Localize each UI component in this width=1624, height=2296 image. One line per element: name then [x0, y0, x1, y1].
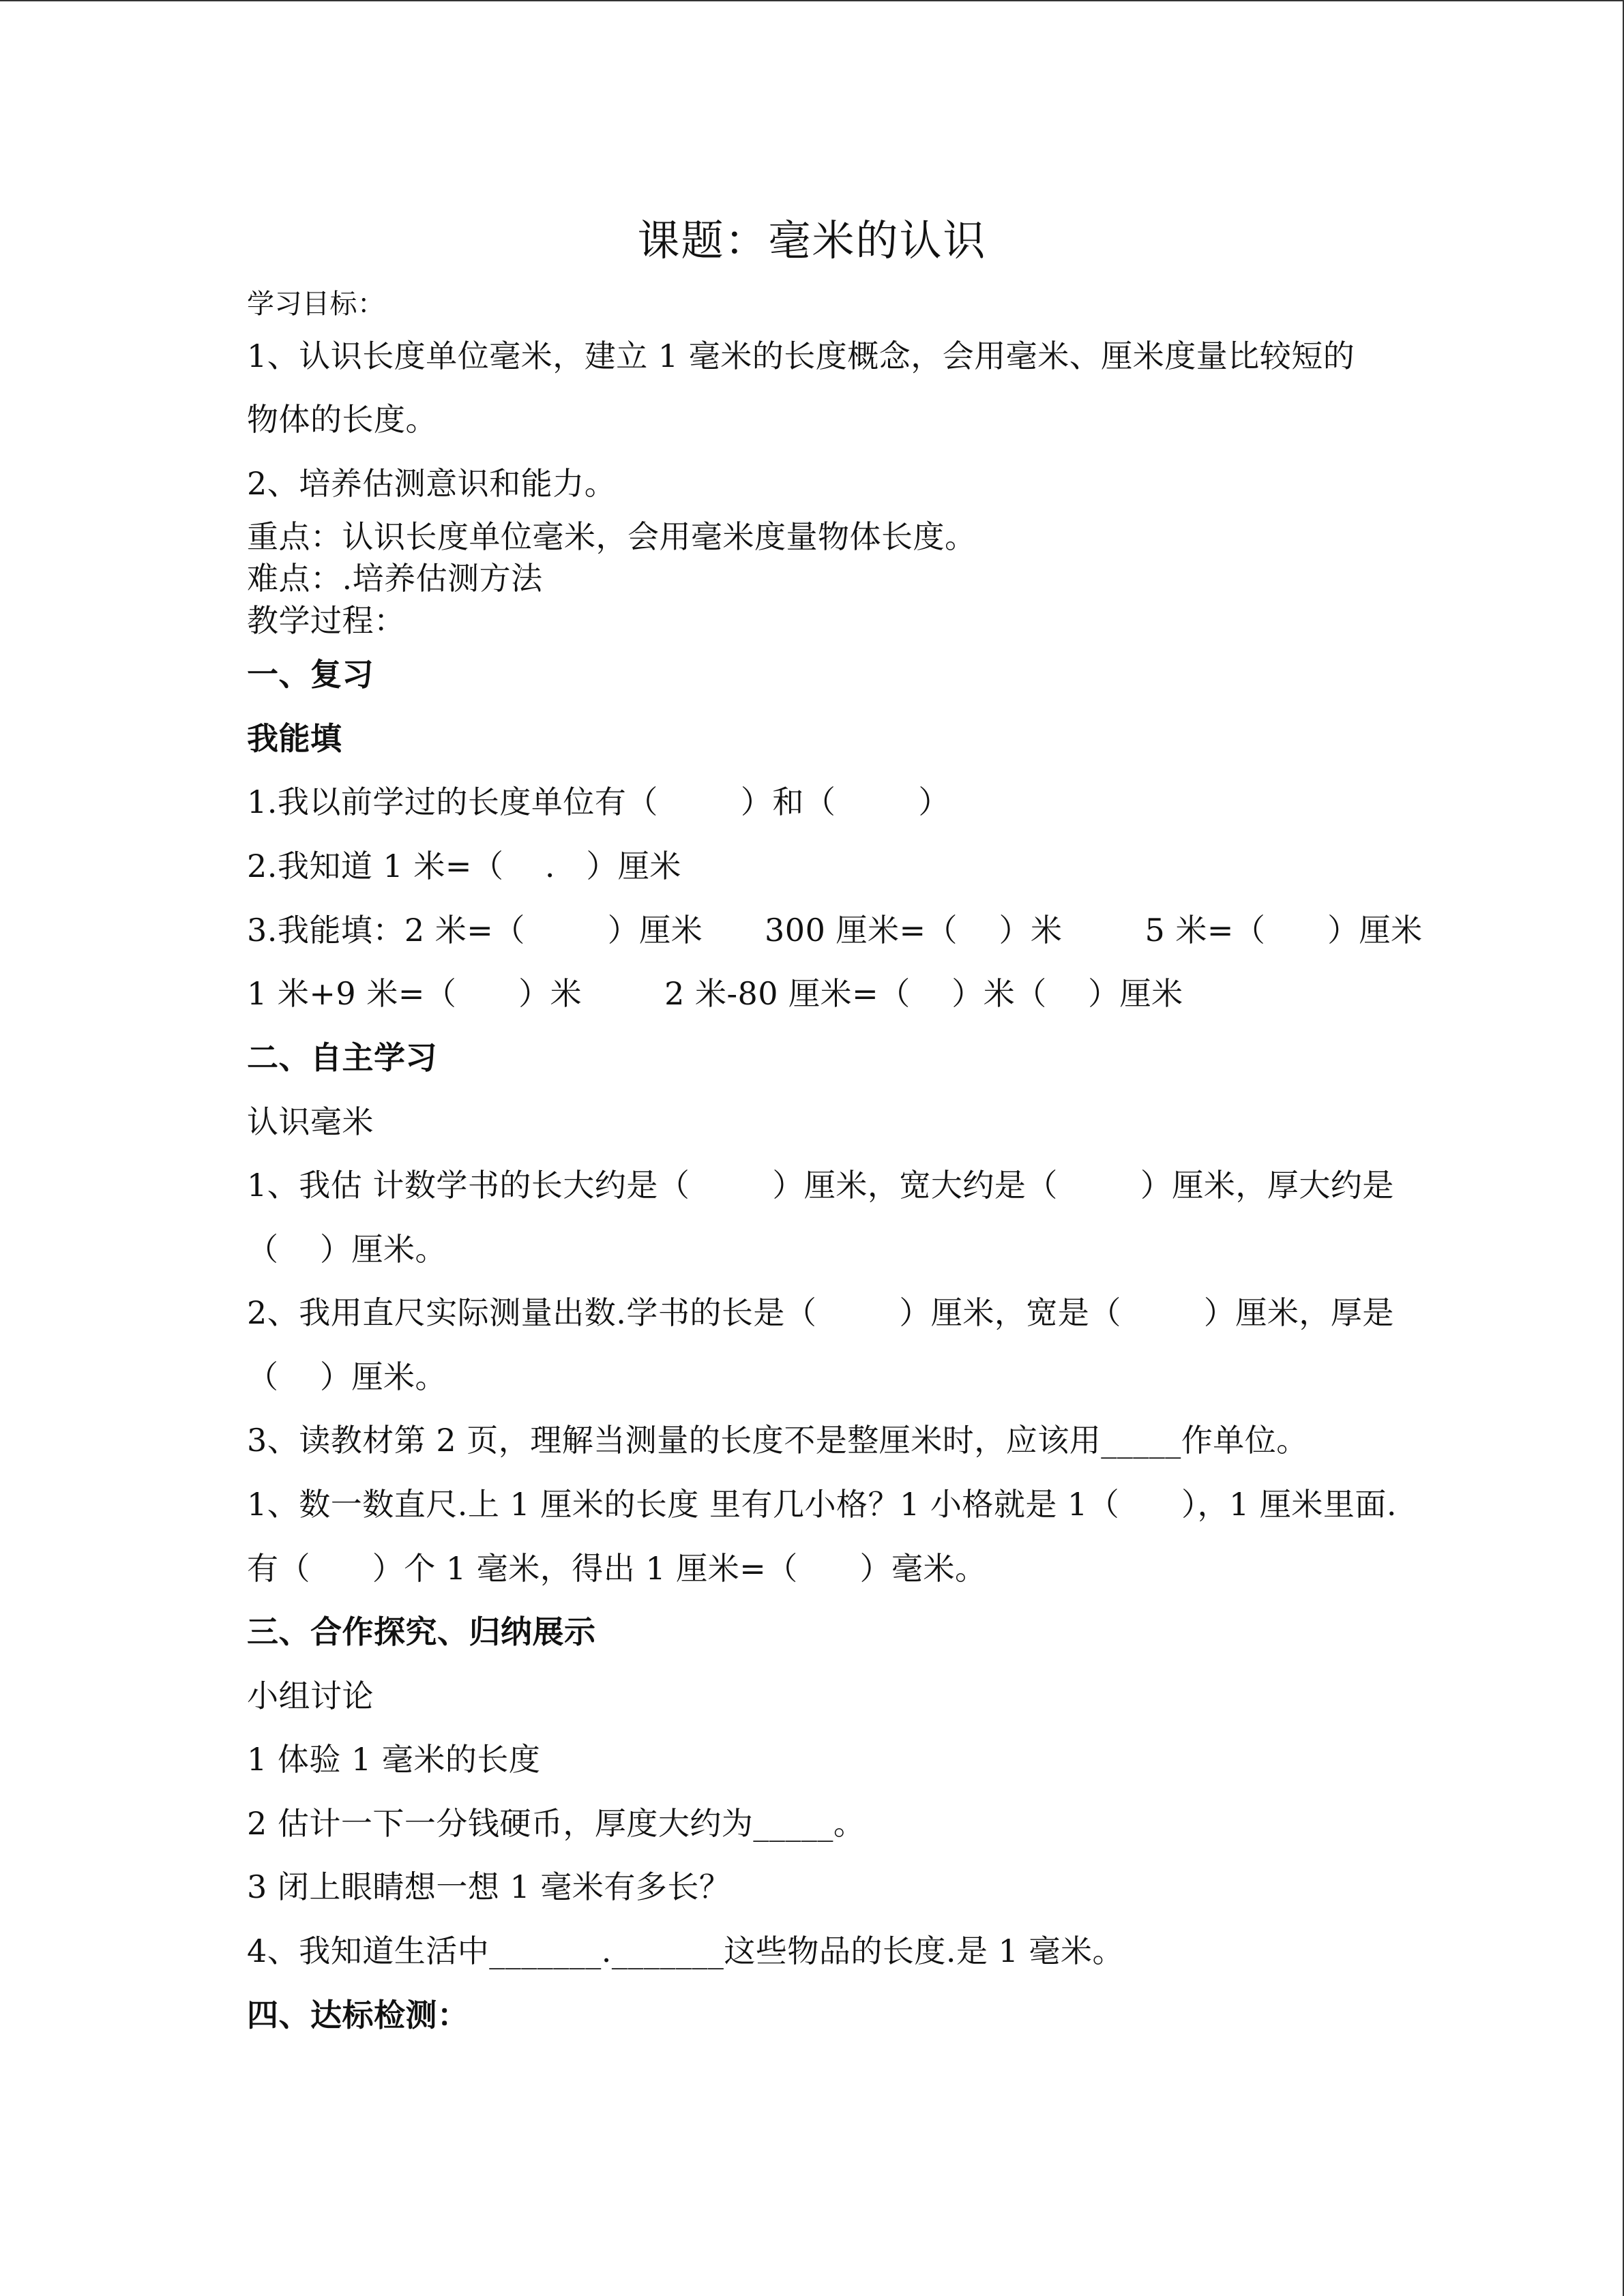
discussion-item-3: 3 闭上眼睛想一想 1 毫米有多长？	[247, 1868, 731, 1905]
learning-goals-heading: 学习目标：	[247, 288, 385, 320]
review-question-4: 1 米+9 米=（ ）米 2 米-80 厘米=（ ）米（ ）厘米	[247, 975, 1183, 1012]
group-discussion-heading: 小组讨论	[247, 1678, 374, 1714]
discussion-item-1: 1 体验 1 毫米的长度	[247, 1741, 541, 1778]
study-question-1-line-2: （ ）厘米。	[247, 1231, 447, 1268]
review-question-3: 3.我能填：2 米=（ ）厘米 300 厘米=（ ）米 5 米=（ ）厘米	[247, 912, 1423, 949]
study-question-4-line-1: 1、数一数直尺.上 1 厘米的长度 里有几小格？1 小格就是 1（ ），1 厘米里面.	[247, 1486, 1398, 1523]
goal-1-line-1: 1、认识长度单位毫米，建立 1 毫米的长度概念，会用毫米、厘米度量比较短的	[247, 338, 1355, 374]
goal-2: 2、培养估测意识和能力。	[247, 465, 617, 502]
study-question-2-line-2: （ ）厘米。	[247, 1358, 447, 1395]
section-self-study-heading: 二、自主学习	[247, 1039, 437, 1076]
section-review-heading: 一、复习	[247, 656, 374, 693]
page-top-border	[0, 0, 1624, 1]
review-question-2: 2.我知道 1 米=（ . ）厘米	[247, 848, 681, 884]
study-question-2-line-1: 2、我用直尺实际测量出数.学书的长是（ ）厘米，宽是（ ）厘米，厚是	[247, 1294, 1394, 1331]
goal-1-line-2: 物体的长度。	[247, 401, 437, 438]
section-assessment-heading: 四、达标检测：	[247, 1997, 469, 2033]
study-question-3: 3、读教材第 2 页，理解当测量的长度不是整厘米时，应该用_____作单位。	[247, 1422, 1308, 1459]
key-point: 重点：认识长度单位毫米，会用毫米度量物体长度。	[247, 518, 977, 555]
discussion-item-4: 4、我知道生活中_______._______这些物品的长度.是 1 毫米。	[247, 1933, 1125, 1969]
study-question-4-line-2: 有（ ）个 1 毫米，得出 1 厘米=（ ）毫米。	[247, 1550, 987, 1587]
review-question-1: 1.我以前学过的长度单位有（ ）和（ ）	[247, 784, 950, 820]
section-cooperation-heading: 三、合作探究、归纳展示	[247, 1613, 596, 1650]
teaching-process-heading: 教学过程：	[247, 602, 406, 639]
i-can-fill-heading: 我能填	[247, 720, 342, 757]
document-title: 课题：毫米的认识	[637, 215, 987, 265]
difficult-point: 难点：.培养估测方法	[247, 560, 543, 597]
discussion-item-2: 2 估计一下一分钱硬币，厚度大约为_____。	[247, 1805, 866, 1842]
study-question-1-line-1: 1、我估 计数学书的长大约是（ ）厘米，宽大约是（ ）厘米，厚大约是	[247, 1167, 1394, 1204]
know-millimeter-heading: 认识毫米	[247, 1103, 374, 1140]
